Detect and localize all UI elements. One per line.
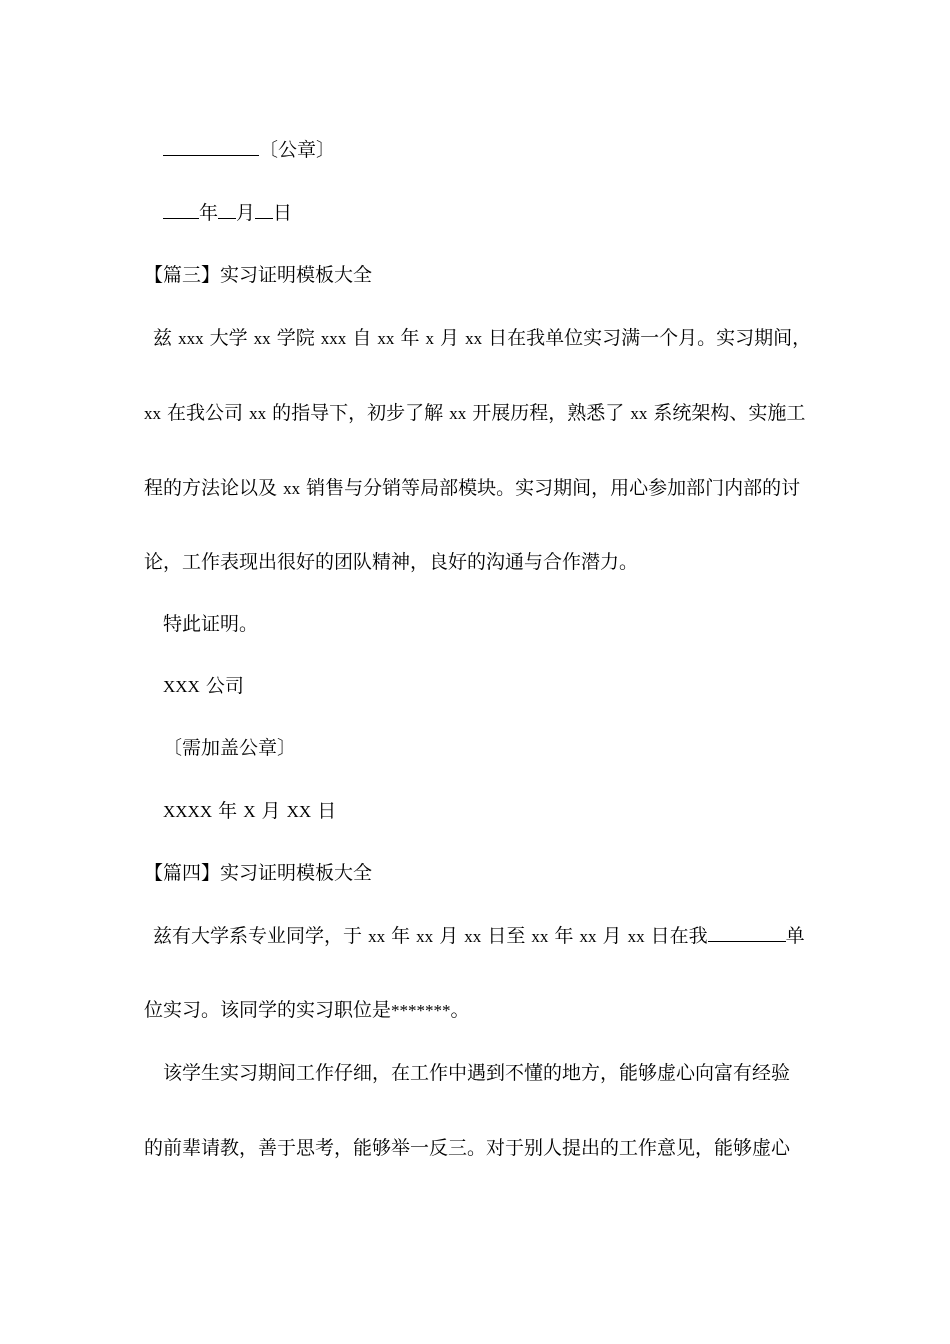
month-blank	[218, 202, 236, 219]
text-segment: 销售与分销等局部模块。实习期间，用心参加部门内部的讨	[306, 477, 801, 499]
text-segment: 在我公司	[167, 402, 244, 424]
placeholder-text: xxx	[320, 329, 347, 348]
placeholder-text: xx	[253, 329, 271, 348]
section4-p2-line2: 的前辈请教，善于思考，能够举一反三。对于别人提出的工作意见，能够虚心	[144, 1137, 791, 1159]
placeholder-text: xx	[144, 404, 161, 423]
text-segment: 年	[554, 925, 574, 947]
placeholder-text: XXX	[163, 677, 200, 696]
section3-heading: 【篇三】实习证明模板大全	[144, 264, 373, 286]
seal-note: 〔需加盖公章〕	[163, 737, 297, 759]
text-segment: 程的方法论以及	[144, 477, 278, 499]
seal-label: 〔公章〕	[259, 139, 336, 161]
placeholder-text: xx	[465, 329, 483, 348]
text-segment: 日至	[487, 925, 526, 947]
placeholder-text: xx	[449, 404, 467, 423]
placeholder-text: xx	[368, 927, 386, 946]
placeholder-text: XXXX	[163, 802, 213, 821]
placeholder-text: xx	[249, 404, 267, 423]
text-segment: 兹	[153, 327, 173, 349]
section4-p1-line1	[153, 924, 805, 949]
section4-heading: 【篇四】实习证明模板大全	[144, 862, 373, 884]
text-segment: 。	[450, 999, 470, 1021]
placeholder-text: xx	[283, 479, 301, 498]
seal-blank	[163, 139, 259, 156]
text-segment: 月	[602, 925, 622, 947]
placeholder-text: xx	[579, 927, 597, 946]
text-segment: 大学	[209, 327, 248, 349]
text-segment: 公司	[205, 675, 244, 697]
seal-line	[163, 138, 335, 162]
day-blank	[255, 202, 273, 219]
placeholder-text: XX	[286, 802, 312, 821]
placeholder-text: X	[243, 802, 256, 821]
section3-p1-line3	[144, 476, 800, 501]
placeholder-text: xx	[531, 927, 549, 946]
signature-date	[163, 799, 336, 824]
placeholder-text: x	[425, 329, 434, 348]
text-segment: 月	[261, 800, 281, 822]
unit-blank	[708, 925, 786, 942]
position-placeholder: *******	[391, 1001, 451, 1020]
text-segment: 月	[439, 925, 459, 947]
section3-p1-line2	[144, 401, 805, 426]
text-segment: 年	[218, 800, 238, 822]
placeholder-text: xx	[630, 404, 648, 423]
placeholder-text: xx	[627, 927, 645, 946]
text-segment: 系统架构、实施工	[653, 402, 806, 424]
text-segment: 月	[440, 327, 460, 349]
text-segment: 年	[391, 925, 411, 947]
year-label: 年	[199, 202, 219, 224]
section3-p1-line4: 论，工作表现出很好的团队精神，良好的沟通与合作潜力。	[144, 551, 639, 573]
placeholder-text: xx	[416, 927, 434, 946]
section4-p2-line1: 该学生实习期间工作仔细，在工作中遇到不懂的地方，能够虚心向富有经验	[163, 1062, 791, 1084]
text-segment: 日在我单位实习满一个月。实习期间，	[488, 327, 812, 349]
placeholder-text: xx	[377, 329, 395, 348]
text-segment: 兹有大学系专业同学，于	[153, 925, 363, 947]
section4-p1-line2	[144, 998, 470, 1023]
text-segment: 位实习。该同学的实习职位是	[144, 999, 392, 1021]
day-label: 日	[273, 202, 293, 224]
text-segment: 单	[785, 925, 805, 947]
text-segment: 年	[400, 327, 420, 349]
placeholder-text: xx	[464, 927, 482, 946]
company-name	[163, 674, 244, 699]
month-label: 月	[236, 202, 256, 224]
section3-p1-line1	[153, 326, 811, 351]
text-segment: 开展历程，熟悉了	[472, 402, 625, 424]
text-segment: 日	[317, 800, 337, 822]
text-segment: 的指导下，初步了解	[272, 402, 444, 424]
closing-statement: 特此证明。	[163, 613, 259, 635]
date-line	[163, 201, 292, 225]
placeholder-text: xxx	[178, 329, 204, 348]
year-blank	[163, 202, 199, 219]
text-segment: 日在我	[650, 925, 708, 947]
text-segment: 自	[352, 327, 372, 349]
text-segment: 学院	[276, 327, 315, 349]
